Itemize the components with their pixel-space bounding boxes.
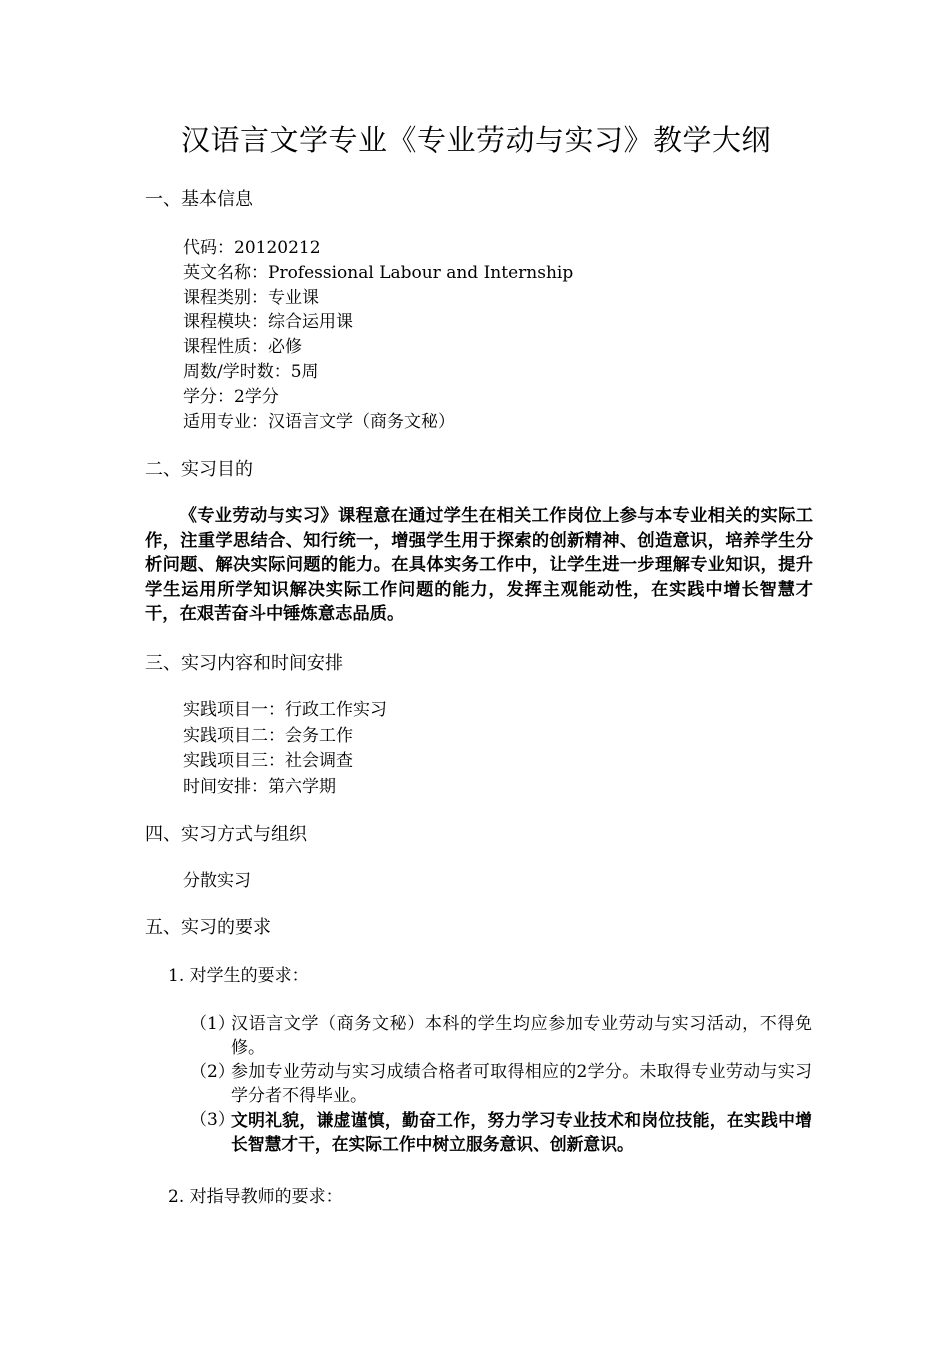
section-heading-requirements: 五、实习的要求: [145, 917, 271, 938]
project-item-1: 实践项目一：行政工作实习: [183, 700, 387, 720]
section-heading-content-schedule: 三、实习内容和时间安排: [145, 653, 343, 674]
list-item: [190, 1060, 812, 1108]
section-heading-purpose: 二、实习目的: [145, 459, 253, 480]
info-course-category: 课程类别：专业课: [183, 287, 319, 308]
info-course-module: 课程模块：综合运用课: [183, 312, 353, 333]
info-code: 代码：20120212: [183, 238, 321, 258]
student-requirements-heading: 1. 对学生的要求：: [168, 966, 309, 986]
list-item-text: 文明礼貌，谦虚谨慎，勤奋工作，努力学习专业技术和岗位技能，在实践中增长智慧才干，在实际工作中树立服务意识、创新意识。: [231, 1110, 812, 1154]
list-item: [190, 1012, 812, 1060]
list-item-number: （3）: [190, 1110, 235, 1130]
section-heading-basic-info: 一、基本信息: [145, 189, 253, 210]
info-course-nature: 课程性质：必修: [183, 337, 302, 358]
schedule-item: 时间安排：第六学期: [183, 776, 336, 797]
student-requirements-list: [190, 1012, 812, 1156]
project-list: [183, 698, 387, 800]
info-english-name: 英文名称：Professional Labour and Internship: [183, 262, 574, 283]
teacher-requirements-heading: 2. 对指导教师的要求：: [168, 1187, 343, 1207]
list-item-number: （1）: [190, 1014, 235, 1034]
project-item-2: 实践项目二：会务工作: [183, 725, 353, 746]
info-weeks-hours: 周数/学时数：5周: [183, 361, 319, 382]
basic-info-list: [183, 236, 573, 434]
purpose-paragraph: 《专业劳动与实习》课程意在通过学生在相关工作岗位上参与本专业相关的实际工作，注重学思结合、知行统一，增强学生用于探索的创新精神、创造意识，培养学生分析问题、解决实际问题的能力。在具体实务工作中，让学生进一步理解专业知识，提升学生运用所学知识解决实际工作问题的能力，发挥主观能动性，在实践中增长智慧才干，在艰苦奋斗中锤炼意志品质。: [145, 506, 813, 625]
info-credits: 学分：2学分: [183, 386, 279, 407]
list-item-number: （2）: [190, 1062, 235, 1082]
list-item: [190, 1108, 812, 1156]
project-item-3: 实践项目三：社会调查: [183, 751, 353, 771]
list-item-text: 汉语言文学（商务文秘）本科的学生均应参加专业劳动与实习活动，不得免修。: [231, 1014, 812, 1058]
page-title: 汉语言文学专业《专业劳动与实习》教学大纲: [180, 123, 771, 157]
section-heading-mode-organization: 四、实习方式与组织: [145, 824, 307, 845]
list-item-text: 参加专业劳动与实习成绩合格者可取得相应的2学分。未取得专业劳动与实习学分者不得毕业。: [231, 1062, 812, 1106]
info-applicable-major: 适用专业：汉语言文学（商务文秘）: [183, 411, 455, 432]
mode-text: 分散实习: [183, 871, 251, 891]
